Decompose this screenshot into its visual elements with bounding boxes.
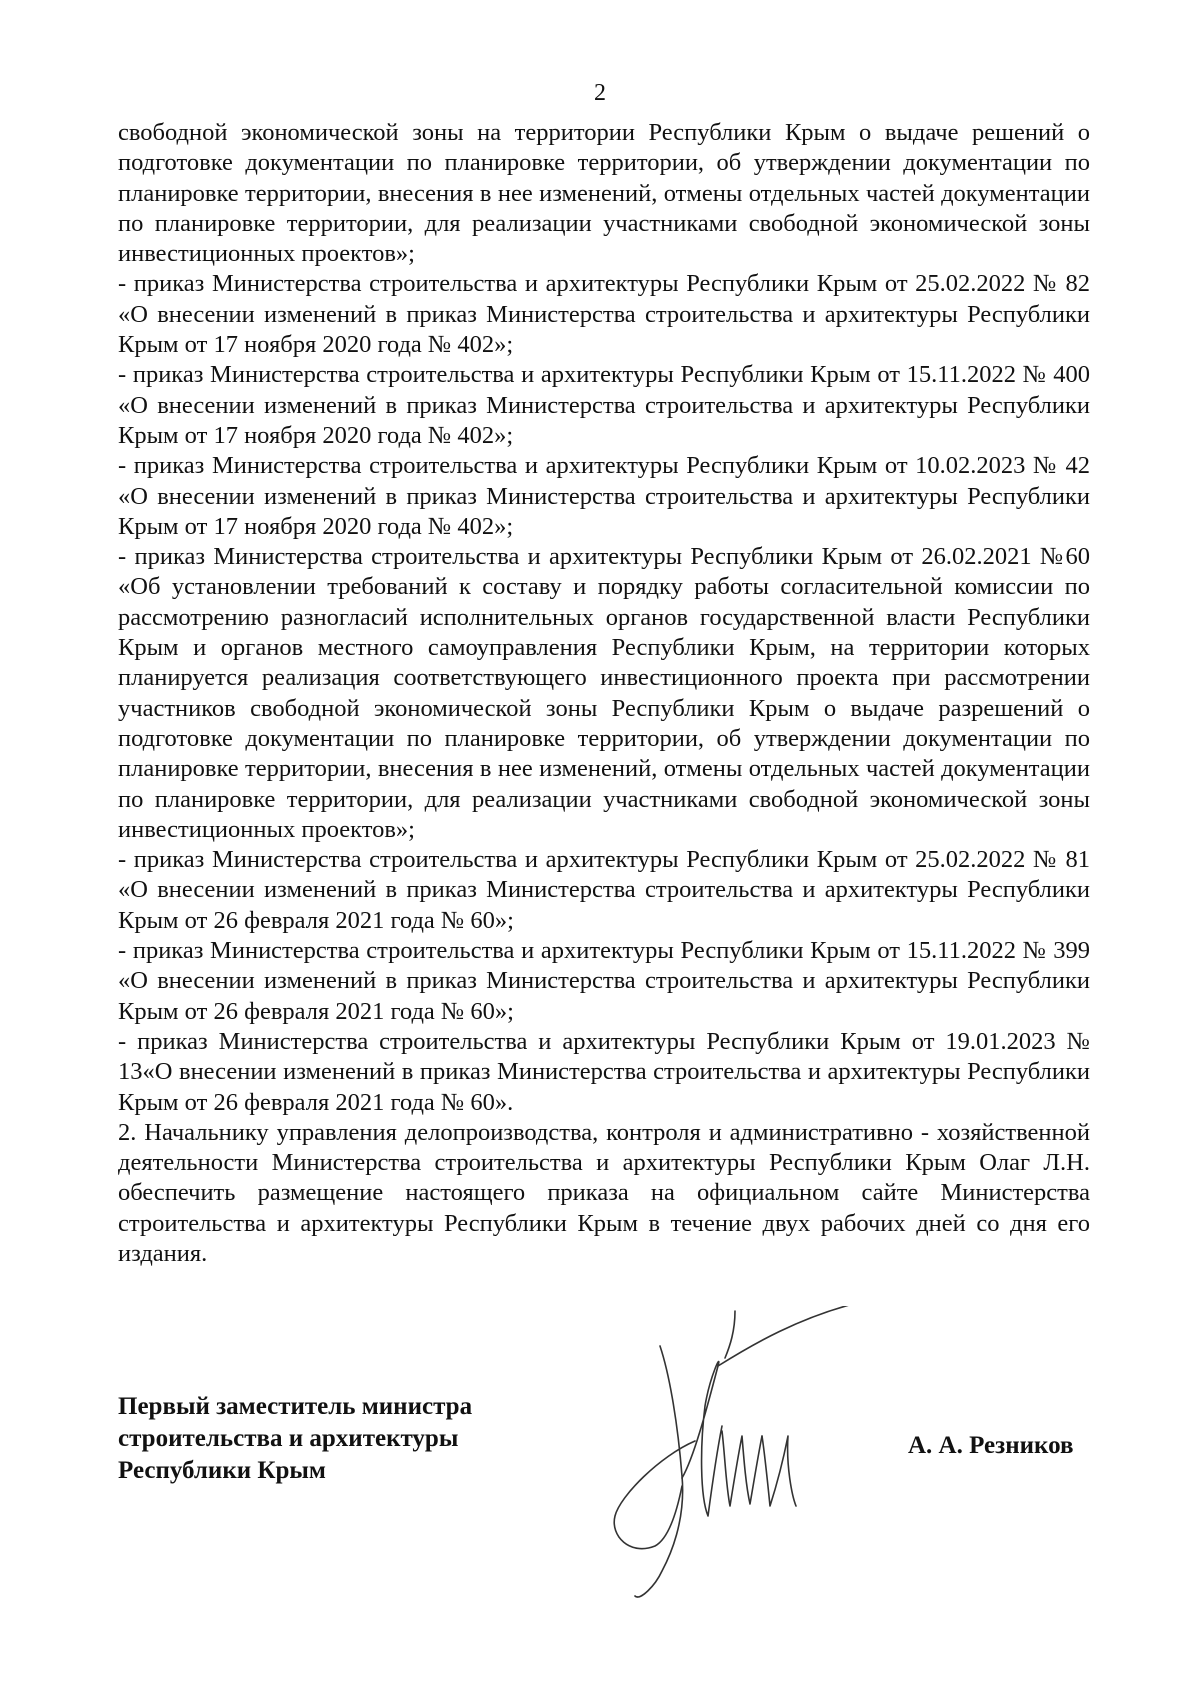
paragraph: - приказ Министерства строительства и архитектуры Республики Крым от 25.02.2022 № 81 «О внесении изменений в приказ Министерства строительства и архитектуры Республики Крым от 26 февраля 2021 года № 60»;	[118, 846, 1090, 934]
paragraph: свободной экономической зоны на территории Республики Крым о выдаче решений о подготовке документации по планировке территории, об утверждении документации по планировке территории, внесения в нее изменений, отмены отдельных частей документации по планировке территории, для реализации участниками свободной экономической зоны инвестиционных проектов»;	[118, 119, 1090, 268]
signatory-title-line: Первый заместитель министра	[118, 1393, 473, 1420]
handwritten-signature	[600, 1306, 960, 1606]
signatory-name: А. А. Резников	[908, 1432, 1074, 1459]
document-body	[118, 118, 1090, 1269]
paragraph: 2. Начальнику управления делопроизводства, контроля и административно - хозяйственной деятельности Министерства строительства и архитектуры Республики Крым Олаг Л.Н. обеспечить размещение настоящего приказа на официальном сайте Министерства строительства и архитектуры Республики Крым в течение двух рабочих дней со дня его издания.	[118, 1118, 1090, 1267]
signatory-title	[118, 1391, 472, 1487]
page-number: 2	[594, 80, 606, 106]
paragraph: - приказ Министерства строительства и архитектуры Республики Крым от 15.11.2022 № 399 «О внесении изменений в приказ Министерства строительства и архитектуры Республики Крым от 26 февраля 2021 года № 60»;	[118, 937, 1090, 1025]
signatory-title-line: Республики Крым	[118, 1457, 326, 1484]
paragraph: - приказ Министерства строительства и архитектуры Республики Крым от 15.11.2022 № 400 «О внесении изменений в приказ Министерства строительства и архитектуры Республики Крым от 17 ноября 2020 года № 402»;	[118, 361, 1090, 449]
paragraph: - приказ Министерства строительства и архитектуры Республики Крым от 10.02.2023 № 42 «О внесении изменений в приказ Министерства строительства и архитектуры Республики Крым от 17 ноября 2020 года № 402»;	[118, 452, 1090, 540]
paragraph: - приказ Министерства строительства и архитектуры Республики Крым от 25.02.2022 № 82 «О внесении изменений в приказ Министерства строительства и архитектуры Республики Крым от 17 ноября 2020 года № 402»;	[118, 270, 1090, 359]
signatory-title-line: строительства и архитектуры	[118, 1425, 459, 1452]
paragraph: - приказ Министерства строительства и архитектуры Республики Крым от 26.02.2021 №60 «Об установлении требований к составу и порядку работы согласительной комиссии по рассмотрению разногласий исполнительных органов государственной власти Республики Крым и органов местного самоуправления Республики Крым, на территории которых планируется реализация соответствующего инвестиционного проекта при рассмотрении участников свободной экономической зоны Республики Крым о выдаче разрешений о подготовке документации по планировке территории, об утверждении документации по планировке территории, внесения в нее изменений, отмены отдельных частей документации по планировке территории, для реализации участниками свободной экономической зоны инвестиционных проектов»;	[118, 543, 1090, 843]
paragraph: - приказ Министерства строительства и архитектуры Республики Крым от 19.01.2023 № 13«О внесении изменений в приказ Министерства строительства и архитектуры Республики Крым от 26 февраля 2021 года № 60».	[118, 1027, 1090, 1116]
